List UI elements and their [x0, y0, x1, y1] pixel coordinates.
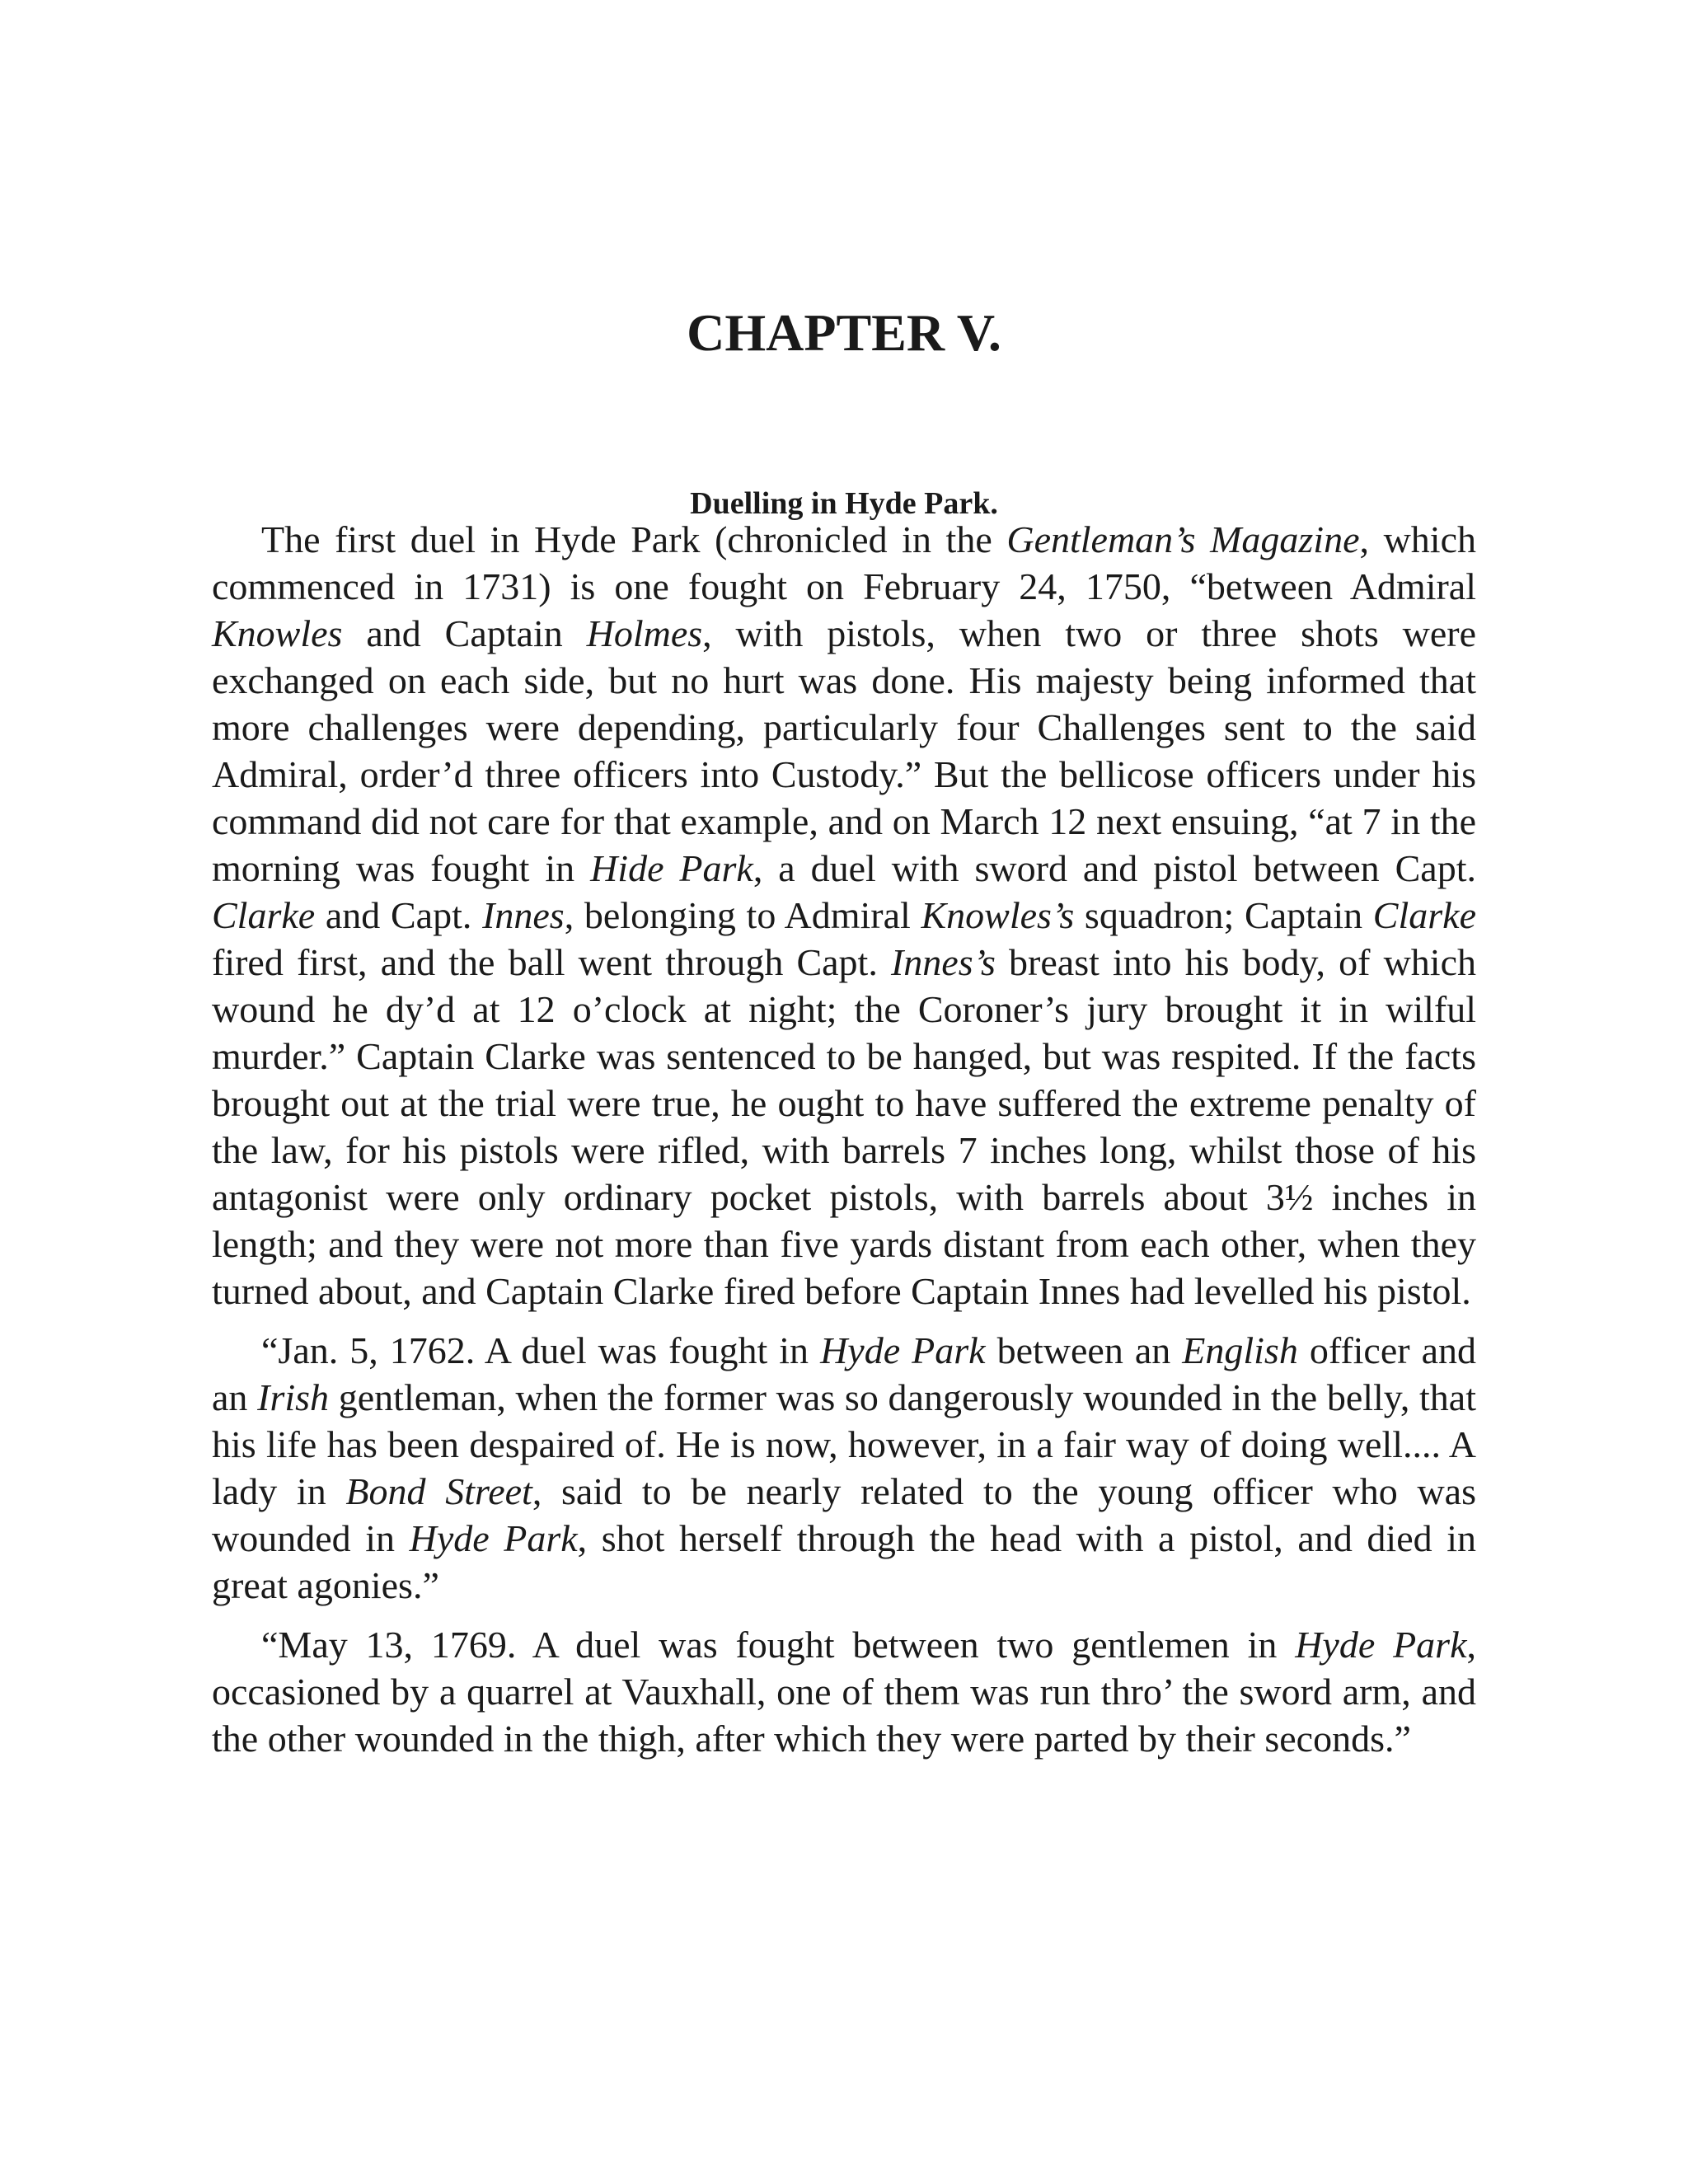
italic-text: Holmes [586, 612, 703, 654]
italic-text: Hyde Park [820, 1329, 986, 1371]
paragraph-3 [212, 1621, 1476, 1762]
italic-text: English [1182, 1329, 1298, 1371]
text-run: “Jan. 5, 1762. A duel was fought in [261, 1329, 821, 1371]
text-run: and Capt. [315, 894, 483, 936]
text-run: , said to be nearly related to the young officer who was wounded in [212, 1470, 1476, 1559]
paragraph-1 [212, 516, 1476, 1315]
text-run: squadron; Captain [1074, 894, 1373, 936]
italic-text: Knowles [212, 612, 343, 654]
text-run: , shot herself through the head with a pistol, and died in great agonies.” [212, 1517, 1476, 1606]
italic-text: Bond Street [345, 1470, 532, 1512]
text-run: , a duel with sword and pistol between Capt. [753, 847, 1476, 889]
text-run: breast into his body, of which wound he dy’d at 12 o’clock at night; the Coroner’s jury brought it in wilful murder.” Captain Clarke was sentenced to be hanged, but was respited. If the facts brought out at the trial were true, he ought to have suffered the extreme penalty of the law, for his pistols were rifled, with barrels 7 inches long, whilst those of his antagonist were only ordinary pocket pistols, with barrels about 3½ inches in length; and they were not more than five yards distant from each other, when they turned about, and Captain Clarke fired before Captain Innes had levelled his pistol. [212, 941, 1477, 1312]
italic-text: Irish [257, 1376, 330, 1418]
text-run: , with pistols, when two or three shots were exchanged on each side, but no hurt was done. His majesty being informed that more challenges were depending, particularly four Challenges sent to the said Admiral, order’d three officers into Custody.” But the bellicose officers under his command did not care for that example, and on March 12 next ensuing, “at 7 in the morning was fought in [212, 612, 1476, 889]
section-title: Duelling in Hyde Park. [690, 486, 998, 521]
italic-text: Clarke [212, 894, 316, 936]
text-run: The first duel in Hyde Park (chronicled in the [261, 518, 1007, 560]
italic-text: Innes’s [890, 941, 996, 983]
italic-text: Hyde Park [1295, 1624, 1467, 1666]
text-run: between an [985, 1329, 1183, 1371]
book-page [212, 0, 1476, 2184]
text-run: , belonging to Admiral [564, 894, 921, 936]
italic-text: Gentleman’s Magazine [1006, 518, 1360, 560]
italic-text: Knowles’s [921, 894, 1075, 936]
body-text [212, 516, 1476, 1762]
text-run: fired first, and the ball went through Capt. [212, 941, 891, 983]
chapter-title: CHAPTER V. [687, 303, 1001, 362]
italic-text: Innes [482, 894, 565, 936]
text-run: , occasioned by a quarrel at Vauxhall, one of them was run thro’ the sword arm, and the other wounded in the thigh, after which they were parted by their seconds.” [212, 1624, 1476, 1760]
text-run: gentleman, when the former was so dangerously wounded in the belly, that his life has been despaired of. He is now, however, in a fair way of doing well.... A lady in [212, 1376, 1477, 1512]
italic-text: Clarke [1372, 894, 1476, 936]
italic-text: Hyde Park [409, 1517, 578, 1559]
italic-text: Hide Park [590, 847, 753, 889]
text-run: “May 13, 1769. A duel was fought between two gentlemen in [261, 1624, 1296, 1666]
text-run: officer and an [212, 1329, 1477, 1418]
text-run: , which commenced in 1731) is one fought on February 24, 1750, “between Admiral [212, 518, 1476, 607]
paragraph-2 [212, 1327, 1476, 1609]
text-run: and Captain [342, 612, 587, 654]
